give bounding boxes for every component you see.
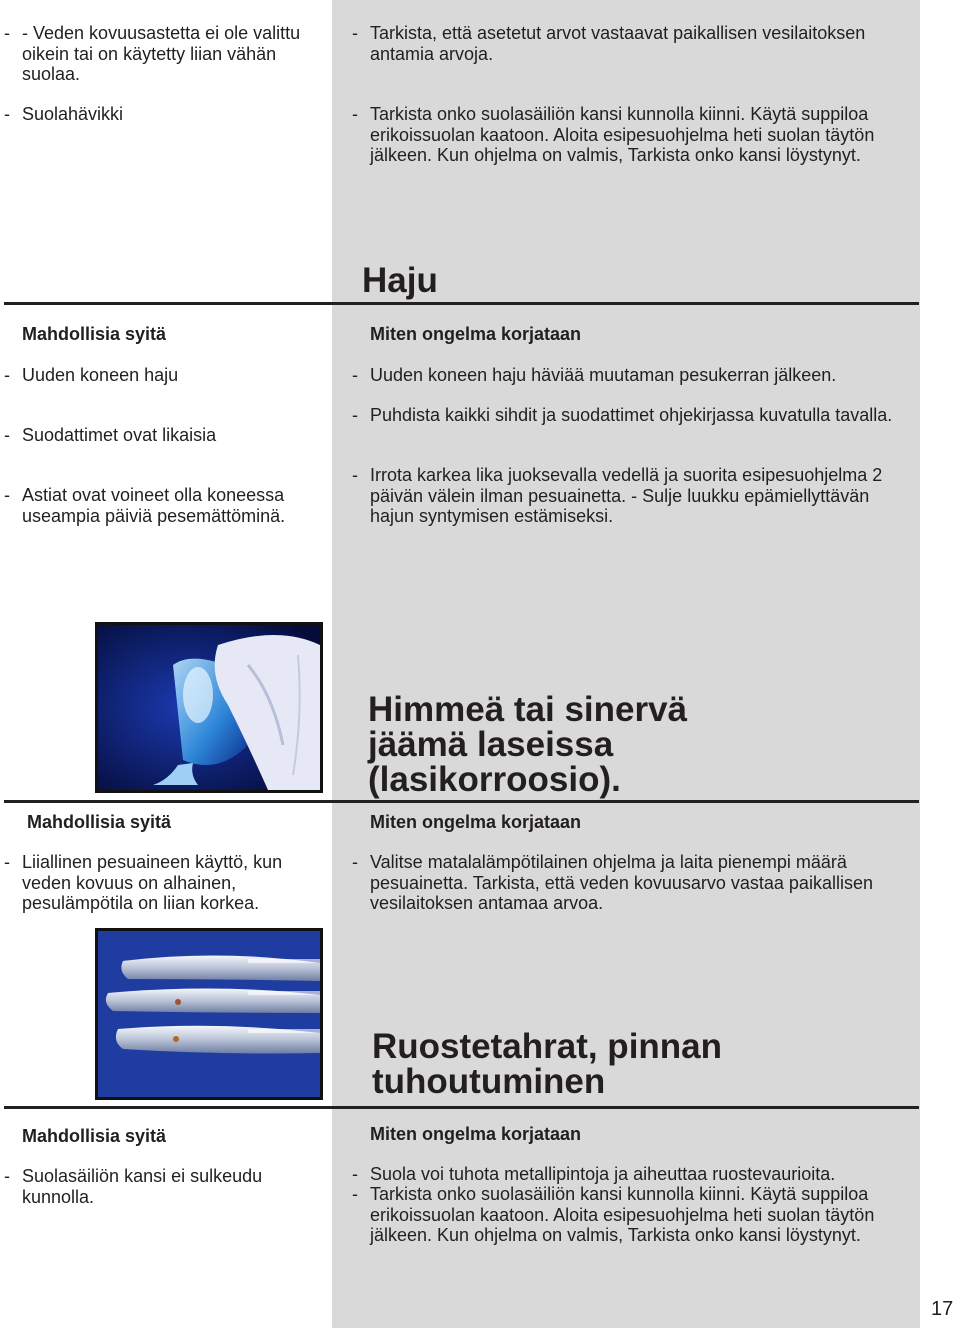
fixes-heading: Miten ongelma korjataan [370,1124,582,1144]
title-line: jäämä laseissa [368,725,614,764]
page-number: 17 [931,1298,954,1320]
haju-cause-item: - Astiat ovat voineet olla koneessa useampia päiviä pesemättöminä. [4,485,286,526]
ruoste-fix-item: - Suola voi tuhota metallipintoja ja aiheuttaa ruostevaurioita. [352,1164,836,1184]
top-cause-item: - - Veden kovuusastetta ei ole valittu oikein tai on käytetty liian vähän suolaa. [4,23,301,84]
knives-photo [95,928,323,1100]
haju-cause-item: - Uuden koneen haju [4,365,179,385]
knives-image [98,931,320,1097]
causes-heading: Mahdollisia syitä [22,324,167,344]
top-cause-item: - Suolahävikki [4,104,124,124]
glass-cloth-image [98,625,320,790]
title-line: Ruostetahrat, pinnan [372,1027,723,1066]
causes-heading: Mahdollisia syitä [22,1126,167,1146]
top-fix-item: - Tarkista onko suolasäiliön kansi kunnolla kiinni. Käytä suppiloa erikoissuolan kaatoon. Aloita esipesuohjelma heti suolan täytön jälkeen. Kun ohjelma on valmis, Tarkista onko kansi löystynyt. [352,104,875,165]
fixes-heading: Miten ongelma korjataan [370,812,582,832]
himmea-fix-item: - Valitse matalalämpötilainen ohjelma ja laita pienempi määrä pesuainetta. Tarkista, että veden kovuusarvo vastaa paikallisen vesilaitoksen antamaa arvoa. [352,852,873,913]
ruoste-fix-item: - Tarkista onko suolasäiliön kansi kunnolla kiinni. Käytä suppiloa erikoissuolan kaatoon. Aloita esipesuohjelma heti suolan täytön jälkeen. Kun ohjelma on valmis, Tarkista onko kansi löystynyt. [352,1184,875,1245]
fixes-heading: Miten ongelma korjataan [370,324,582,344]
haju-fix-item: - Uuden koneen haju häviää muutaman pesukerran jälkeen. [352,365,837,385]
himmea-cause-item: - Liiallinen pesuaineen käyttö, kun veden kovuus on alhainen, pesulämpötila on liian korkea. [4,852,283,913]
haju-cause-item: - Suodattimet ovat likaisia [4,425,217,445]
section-rule [4,1106,919,1109]
title-line: (lasikorroosio). [368,760,621,799]
section-rule [4,302,919,305]
section-rule [4,800,919,803]
causes-heading: Mahdollisia syitä [27,812,172,832]
title-line: tuhoutuminen [372,1062,606,1101]
glass-cloth-photo [95,622,323,793]
section-title-himmea [368,692,687,797]
haju-fix-item: - Irrota karkea lika juoksevalla vedellä ja suorita esipesuohjelma 2 päivän välein ilman pesuainetta. - Sulje luukku epämiellyttävän hajun syntymisen estämiseksi. [352,465,883,526]
top-fix-item: - Tarkista, että asetetut arvot vastaavat paikallisen vesilaitoksen antamia arvoja. [352,23,866,64]
haju-fix-item: - Puhdista kaikki sihdit ja suodattimet ohjekirjassa kuvatulla tavalla. [352,405,893,425]
section-title-ruoste [372,1029,722,1099]
ruoste-cause-item: - Suolasäiliön kansi ei sulkeudu kunnolla. [4,1166,263,1207]
title-line: Himmeä tai sinervä [368,690,688,729]
section-title-haju: Haju [362,261,438,300]
